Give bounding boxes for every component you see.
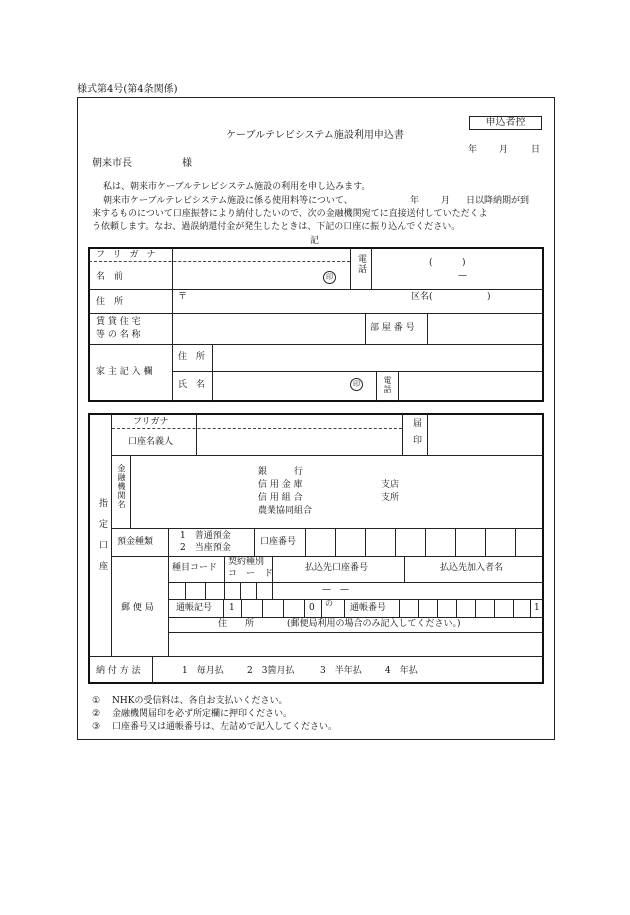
district-close: )	[487, 292, 491, 302]
account-holder-label: 口座名義人	[128, 437, 174, 447]
registered-seal-label: 届印	[411, 418, 421, 452]
owner-seal-icon: 印	[350, 378, 363, 391]
inst-shinkin: 信 用 金 庫	[258, 480, 303, 490]
owner-section-label: 家 主 記 入 欄	[96, 367, 153, 377]
post-address-note: (郵便局利用の場合のみ記入してください。)	[287, 619, 461, 629]
phone-paren-open: (	[429, 258, 433, 268]
passbook-digit-1: 1	[229, 603, 235, 613]
post-office-label: 郵 便 局	[121, 603, 154, 613]
inst-branch-office: 支所	[381, 493, 400, 503]
account-table	[88, 413, 544, 684]
addressee: 朝来市長	[92, 158, 132, 169]
deposit-option-2: 2 当座預金	[180, 543, 231, 553]
postal-mark: 〒	[178, 292, 188, 302]
form-title: ケーブルテレビシステム施設利用申込書	[226, 130, 404, 141]
payment-method-label: 納 付 方 法	[96, 666, 141, 676]
passbook-number-label: 通帳番号	[350, 603, 387, 613]
body-para2-a: 朝来市ケーブルテレビシステム施設に係る使用料等について、	[103, 196, 353, 206]
body-para2-b: 日以降納期が到	[466, 196, 530, 206]
seal-icon: 印	[323, 271, 336, 284]
body-para2-line2: 来するものについて口座振替により納付したいので、次の金融機関宛てに直接送付していただくよ	[92, 209, 488, 219]
applicant-furigana: フリガナ	[96, 250, 164, 260]
note-text-2: 金融機関届印を必ず所定欄に押印ください。	[112, 709, 293, 719]
contract-code-line2: コ ー ド	[228, 569, 274, 579]
institution-label: 金融機関名	[117, 464, 126, 509]
note-num-3: ③	[92, 722, 101, 732]
form-number: 様式第4号(第4条関係)	[77, 84, 178, 95]
body-para2-year: 年	[410, 196, 420, 206]
inst-nokyo: 農業協同組合	[258, 506, 313, 516]
phone-paren-close: )	[462, 258, 466, 268]
applicant-table	[88, 247, 544, 402]
post-address-label: 住 所	[218, 619, 255, 629]
phone-label: 電話	[356, 254, 366, 274]
body-para1: 私は、朝来市ケーブルテレビシステム施設の利用を申し込みます。	[103, 182, 371, 192]
owner-phone-label: 電話	[383, 376, 392, 394]
transfer-account-label: 払込先口座番号	[305, 563, 369, 573]
date-day: 日	[531, 145, 541, 155]
address-label: 住 所	[96, 297, 124, 307]
inst-branch-store: 支店	[381, 480, 400, 490]
body-para2-line3: う依頼します。なお、過誤納還付金が発生したときは、下記の口座に振り込んでください。	[92, 222, 461, 232]
phone-dash: —	[458, 271, 467, 281]
addressee-suffix: 様	[182, 158, 192, 169]
inst-bank: 銀 行	[258, 467, 304, 477]
note-text-3: 口座番号又は通帳番号は、左詰めで記入してください。	[112, 722, 338, 732]
transfer-dash-pair: — —	[322, 585, 350, 595]
note-num-1: ①	[92, 696, 101, 706]
owner-name-label: 氏 名	[178, 380, 205, 390]
date-month: 月	[499, 145, 509, 155]
payment-option-2: 2 3箇月払	[247, 666, 295, 676]
account-side-label: 指定口座	[97, 498, 107, 582]
payment-option-3: 3 半年払	[320, 666, 362, 676]
owner-address-label: 住 所	[178, 352, 205, 362]
passbook-no: の	[325, 599, 333, 608]
ki-label: 記	[310, 236, 320, 246]
deposit-type-label: 預金種類	[117, 537, 154, 547]
passbook-digit-0: 0	[309, 603, 315, 613]
applicant-name-label: 名 前	[96, 272, 124, 282]
passbook-symbol-label: 通帳記号	[176, 603, 213, 613]
payment-option-1: 1 毎月払	[182, 666, 224, 676]
deposit-option-1: 1 普通預金	[180, 531, 231, 541]
contract-code-line1: 契約種別	[228, 557, 265, 567]
district-label: 区名(	[411, 292, 433, 302]
transfer-member-label: 払込先加入者名	[440, 563, 504, 573]
note-text-1: NHKの受信料は、各自お支払いください。	[112, 696, 288, 706]
account-number-label: 口座番号	[260, 537, 297, 547]
holder-furigana: フリガナ	[133, 417, 169, 427]
type-code-label: 種目コード	[172, 563, 218, 573]
passbook-last-digit: 1	[534, 603, 540, 613]
rental-name-line2: 等 の 名 称	[96, 330, 141, 340]
copy-label: 申込者控	[469, 116, 542, 130]
room-number-label: 部 屋 番 号	[370, 323, 415, 333]
note-num-2: ②	[92, 709, 101, 719]
payment-option-4: 4 年払	[385, 666, 418, 676]
inst-shinkumi: 信 用 組 合	[258, 493, 303, 503]
rental-name-line1: 賃 貸 住 宅	[96, 317, 141, 327]
date-year: 年	[468, 145, 478, 155]
body-para2-month: 月	[441, 196, 451, 206]
